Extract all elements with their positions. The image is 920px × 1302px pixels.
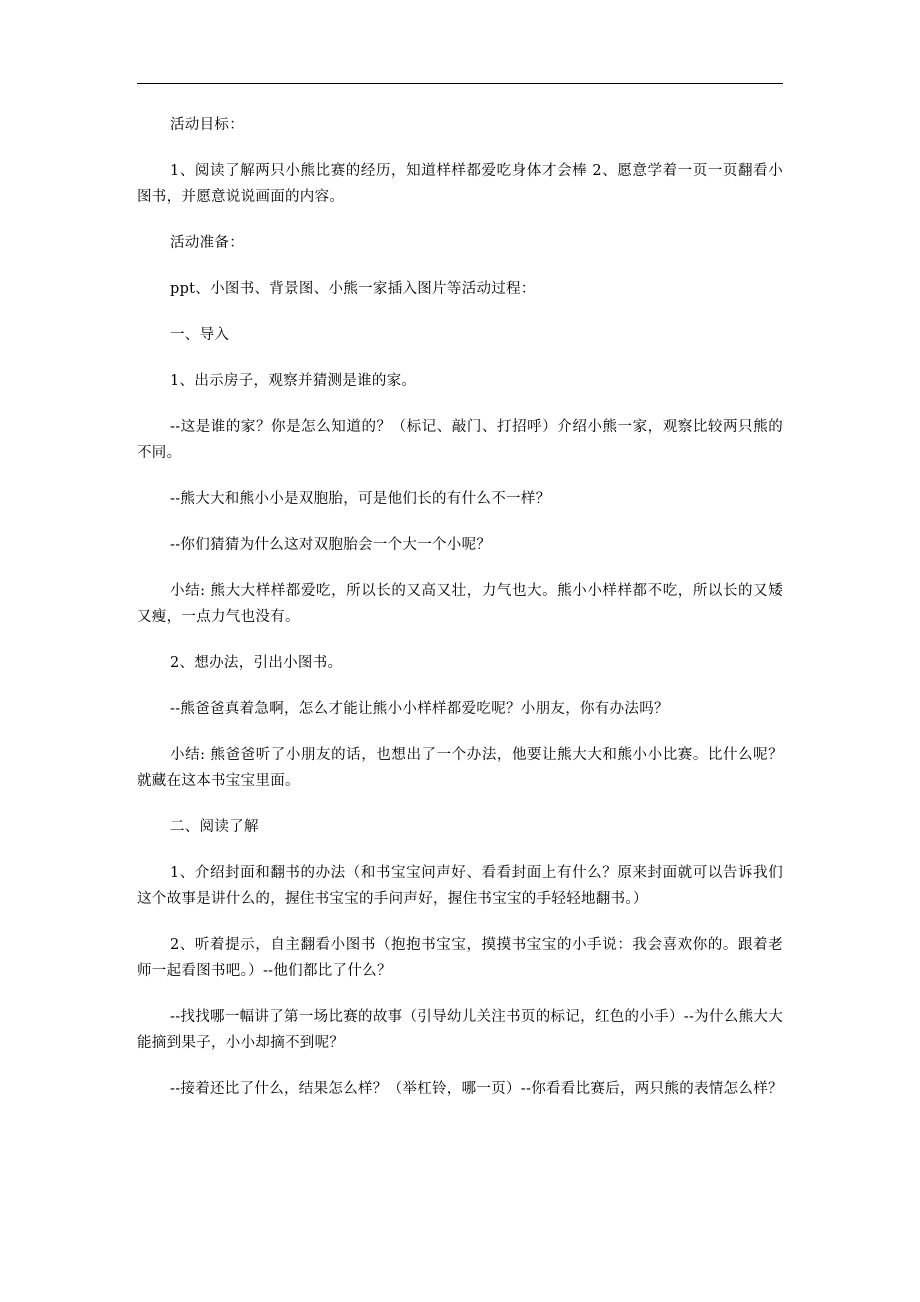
document-body bbox=[137, 112, 783, 1122]
paragraph-question: --熊爸爸真着急啊，怎么才能让熊小小样样都爱吃呢？小朋友，你有办法吗？ bbox=[170, 701, 669, 717]
paragraph-summary: 小结: 熊大大样样都爱吃，所以长的又高又壮，力气也大。熊小小样样都不吃，所以长的又矮又瘦，一点力气也没有。 bbox=[137, 583, 783, 625]
paragraph-question: --熊大大和熊小小是双胞胎，可是他们长的有什么不一样？ bbox=[170, 491, 551, 507]
paragraph-question: --找找哪一幅讲了第一场比赛的故事（引导幼儿关注书页的标记，红色的小手）--为什么熊大大能摘到果子，小小却摘不到呢？ bbox=[137, 1009, 783, 1051]
paragraph-question: --接着还比了什么，结果怎么样？（举杠铃，哪一页）--你看看比赛后，两只熊的表情怎么样？ bbox=[170, 1081, 783, 1097]
section-heading-intro: 一、导入 bbox=[170, 327, 230, 343]
paragraph-materials: ppt、小图书、背景图、小熊一家插入图片等活动过程： bbox=[170, 281, 536, 297]
heading-activity-preparation: 活动准备： bbox=[170, 235, 244, 251]
paragraph-step: 1、介绍封面和翻书的办法（和书宝宝问声好、看看封面上有什么？原来封面就可以告诉我们这个故事是讲什么的，握住书宝宝的手问声好，握住书宝宝的手轻轻地翻书。） bbox=[137, 865, 783, 907]
paragraph-question: --这是谁的家？你是怎么知道的？（标记、敲门、打招呼）介绍小熊一家，观察比较两只熊的不同。 bbox=[137, 419, 783, 461]
section-heading-reading: 二、阅读了解 bbox=[170, 819, 259, 835]
paragraph-goals: 1、阅读了解两只小熊比赛的经历，知道样样都爱吃身体才会棒 2、愿意学着一页一页翻看小图书，并愿意说说画面的内容。 bbox=[137, 163, 783, 205]
paragraph-summary: 小结: 熊爸爸听了小朋友的话，也想出了一个办法，他要让熊大大和熊小小比赛。比什么呢？就藏在这本书宝宝里面。 bbox=[137, 747, 783, 789]
paragraph-step: 1、出示房子，观察并猜测是谁的家。 bbox=[170, 373, 417, 389]
header-rule bbox=[137, 83, 783, 84]
heading-activity-goals: 活动目标： bbox=[170, 117, 244, 133]
paragraph-question: --你们猜猜为什么这对双胞胎会一个大一个小呢？ bbox=[170, 537, 492, 553]
paragraph-step: 2、想办法，引出小图书。 bbox=[170, 655, 343, 671]
paragraph-step: 2、听着提示，自主翻看小图书（抱抱书宝宝，摸摸书宝宝的小手说：我会喜欢你的。跟着老师一起看图书吧。）--他们都比了什么？ bbox=[137, 937, 783, 979]
